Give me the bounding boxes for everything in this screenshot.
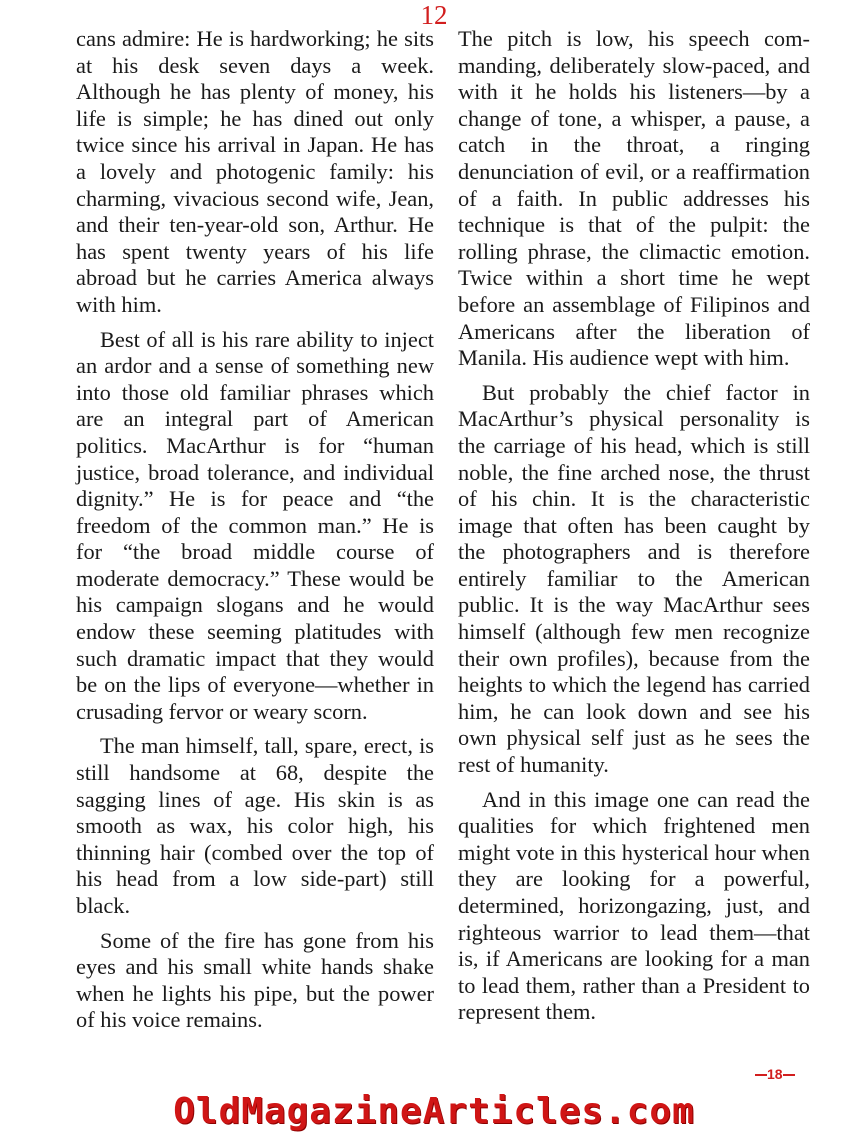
page-number: 12	[420, 0, 448, 30]
end-mark-bar-right	[783, 1074, 795, 1076]
end-mark-bar-left	[755, 1074, 767, 1076]
article-column-right	[458, 26, 810, 1034]
end-mark	[755, 1066, 795, 1082]
article-paragraph: The man himself, tall, spare, erect, is still handsome at 68, despite the sagging lines of age. His skin is as smooth as wax, his color high, his thinning hair (combed over the top of his head from a low side-part) still black.	[76, 733, 434, 918]
article-paragraph: And in this image one can read the qualities for which frightened men might vote in this hysterical hour when they are looking for a powerful, determined, horizongazing, just, and righteous warrior to lead them—that is, if Americans are looking for a man to lead them, rather than a President to represent them.	[458, 786, 810, 1025]
article-paragraph: Best of all is his rare ability to inject an ardor and a sense of something new into those old familiar phrases which are an integral part of American politics. MacArthur is for “human justice, broad tolerance, and individual dignity.” He is for peace and “the freedom of the common man.” He is for “the broad middle course of moderate democracy.” These would be his campaign slogans and he would endow these seeming platitudes with such dramatic impact that they would be on the lips of everyone—whether in crusading fervor or weary scorn.	[76, 326, 434, 724]
article-paragraph: Some of the fire has gone from his eyes and his small white hands shake when he lights his pipe, but the power of his voice remains.	[76, 927, 434, 1033]
site-watermark[interactable]: OldMagazineArticles.com	[173, 1091, 695, 1132]
end-mark-number: 18	[767, 1066, 783, 1082]
article-paragraph: cans admire: He is hardworking; he sits at his desk seven days a week. Although he has plenty of money, his life is simple; he has dined out only twice since his arrival in Japan. He has a lovely and photogenic family: his charming, vivacious second wife, Jean, and their ten-year-old son, Arthur. He has spent twenty years of his life abroad but he carries America always with him.	[76, 26, 434, 317]
article-paragraph: But probably the chief factor in MacArthur’s physical personality is the carriage of his head, which is still noble, the fine arched nose, the thrust of his chin. It is the characteristic image that often has been caught by the photographers and is therefore entirely familiar to the American public. It is the way MacArthur sees himself (although few men recognize their own profiles), because from the heights to which the legend has carried him, he can look down and see his own physical self just as he sees the rest of humanity.	[458, 379, 810, 778]
article-paragraph: The pitch is low, his speech commanding, deliberately slow-paced, and with it he holds his listeners—by a change of tone, a whisper, a pause, a catch in the throat, a ringing denunciation of evil, or a reaffirmation of a faith. In public addresses his technique is that of the pulpit: the rolling phrase, the climactic emotion. Twice within a short time he wept before an assemblage of Filipinos and Americans after the liberation of Manila. His audience wept with him.	[458, 26, 810, 371]
article-column-left	[76, 26, 434, 1042]
